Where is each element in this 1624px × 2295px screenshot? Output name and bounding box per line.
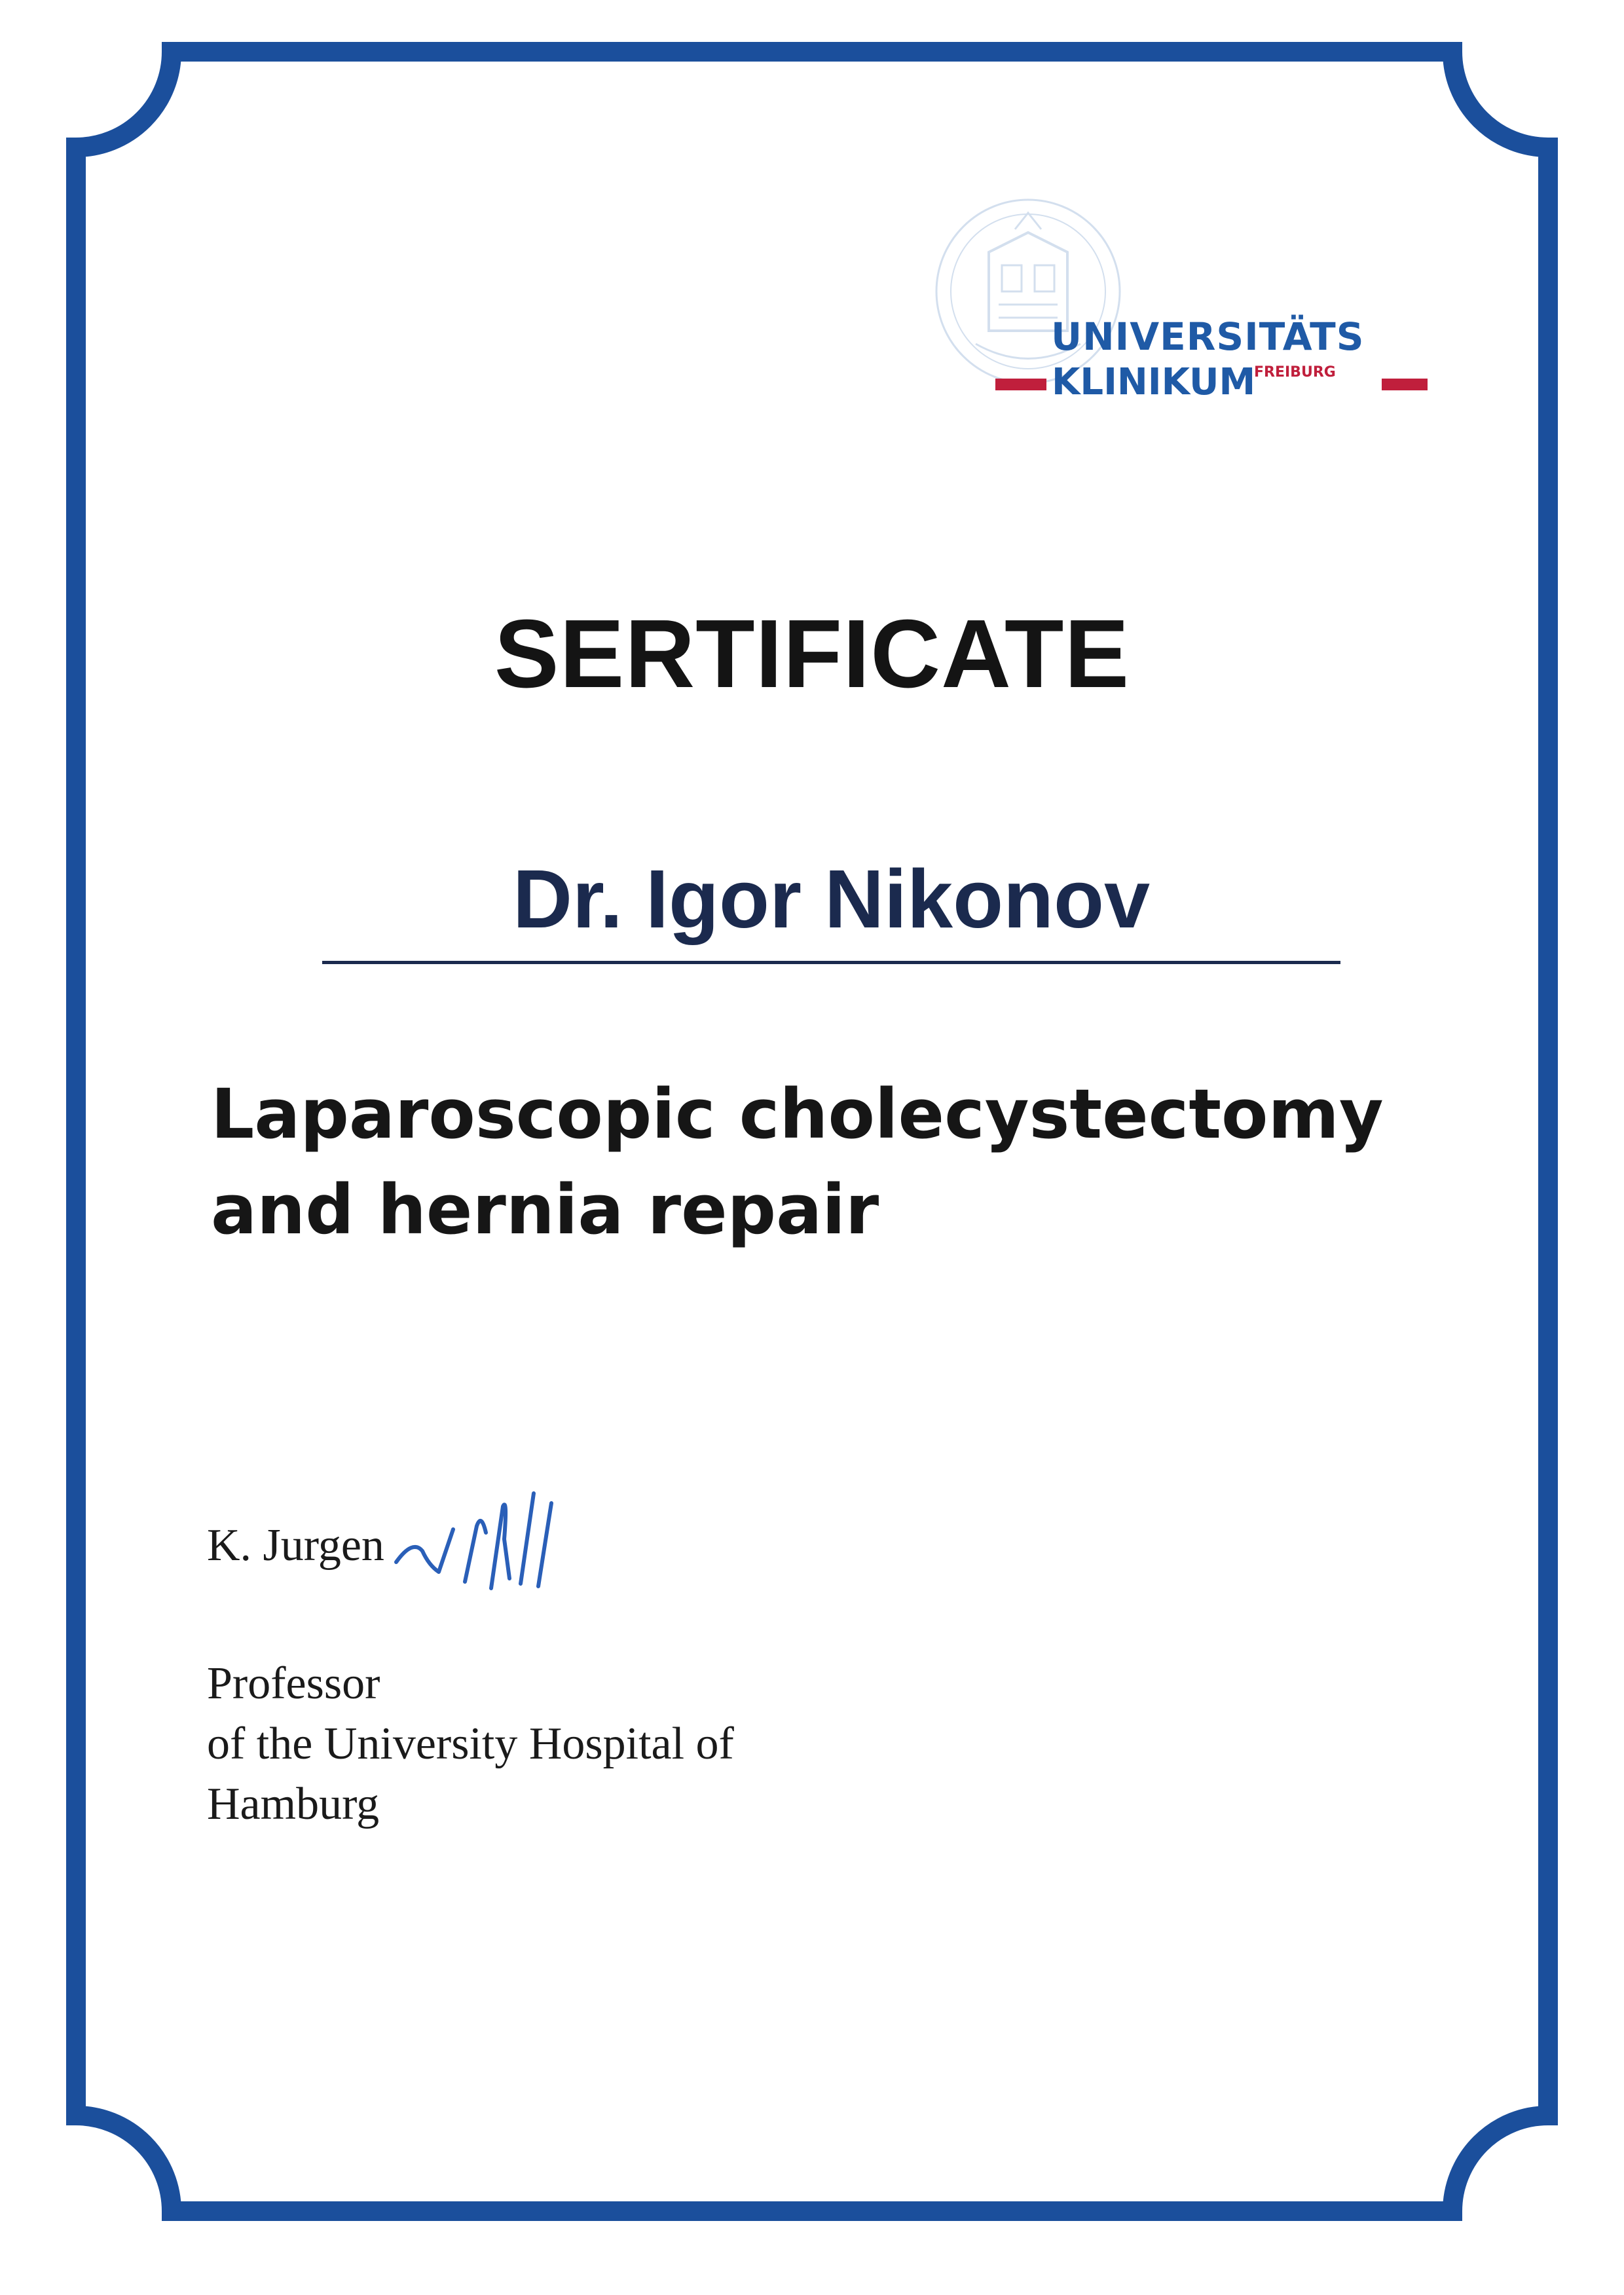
signer-title: [207, 1654, 734, 1835]
logo-text-freiburg: FREIBURG: [1254, 364, 1336, 381]
handwritten-signature-icon: [393, 1467, 589, 1605]
signer-title-line: Professor: [207, 1658, 380, 1709]
logo-text-klinikum: KLINIKUM: [1052, 361, 1256, 403]
signer-title-line: Hamburg: [207, 1779, 380, 1829]
logo-text-universitats: UNIVERSITÄTS: [1051, 314, 1365, 359]
university-logo: [930, 190, 1428, 426]
certificate-title: SERTIFICATE: [494, 600, 1130, 708]
logo-red-bar-right: [1382, 379, 1428, 390]
signer-title-line: of the University Hospital of: [207, 1719, 734, 1769]
logo-red-bar-left: [995, 379, 1046, 390]
course-title-line: Laparoscopic cholecystectomy: [211, 1074, 1384, 1154]
course-title: [211, 1066, 1521, 1258]
recipient-underline: [322, 961, 1340, 964]
signer-name: K. Jurgen: [207, 1520, 384, 1571]
course-title-line: and hernia repair: [211, 1170, 879, 1250]
recipient-name: Dr. Igor Nikonov: [512, 853, 1151, 945]
